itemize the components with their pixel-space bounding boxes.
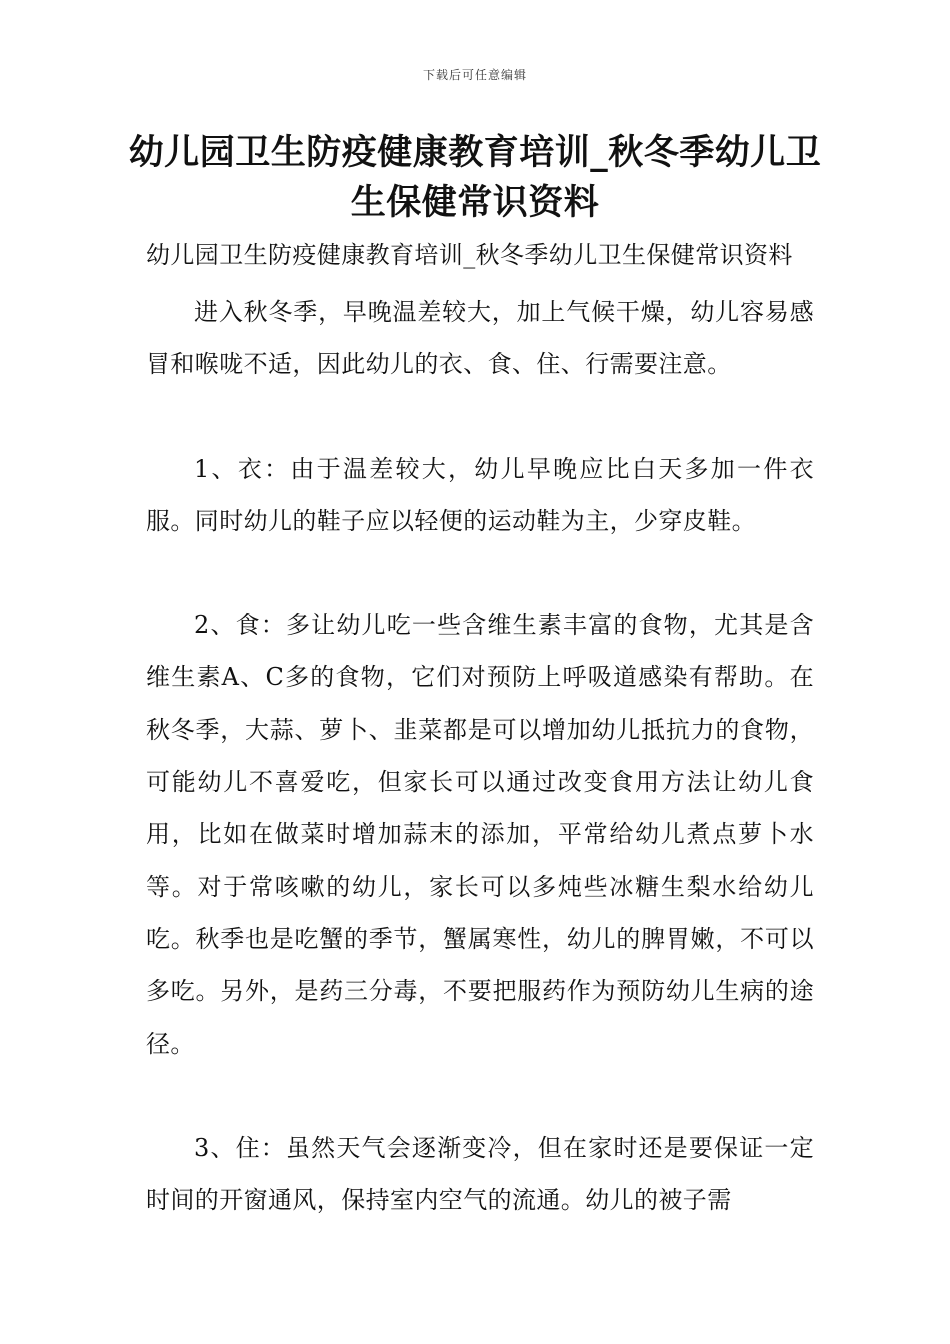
clothing-paragraph: 1、衣：由于温差较大，幼儿早晚应比白天多加一件衣服。同时幼儿的鞋子应以轻便的运动鞋为主，少穿皮鞋。 xyxy=(146,454,814,535)
document-body xyxy=(146,230,814,1226)
document-subtitle: 幼儿园卫生防疫健康教育培训_秋冬季幼儿卫生保健常识资料 xyxy=(146,241,793,269)
housing-paragraph: 3、住：虽然天气会逐渐变冷，但在家时还是要保证一定时间的开窗通风，保持室内空气的流通。幼儿的被子需 xyxy=(146,1133,814,1215)
header-note: 下载后可任意编辑 xyxy=(422,68,527,82)
document-title: 幼儿园卫生防疫健康教育培训_秋冬季幼儿卫生保健常识资料 xyxy=(128,133,822,223)
food-paragraph: 2、食：多让幼儿吃一些含维生素丰富的食物，尤其是含维生素A、C多的食物，它们对预防上呼吸道感染有帮助。在秋冬季，大蒜、萝卜、韭菜都是可以增加幼儿抵抗力的食物，可能幼儿不喜爱吃，但家长可以通过改变食用方法让幼儿食用，比如在做菜时增加蒜末的添加，平常给幼儿煮点萝卜水等。对于常咳嗽的幼儿，家长可以多炖些冰糖生梨水给幼儿吃。秋季也是吃蟹的季节，蟹属寒性，幼儿的脾胃嫩，不可以多吃。另外，是药三分毒，不要把服药作为预防幼儿生病的途径。 xyxy=(146,611,814,1058)
intro-paragraph: 进入秋冬季，早晚温差较大，加上气候干燥，幼儿容易感冒和喉咙不适，因此幼儿的衣、食、住、行需要注意。 xyxy=(146,298,814,379)
